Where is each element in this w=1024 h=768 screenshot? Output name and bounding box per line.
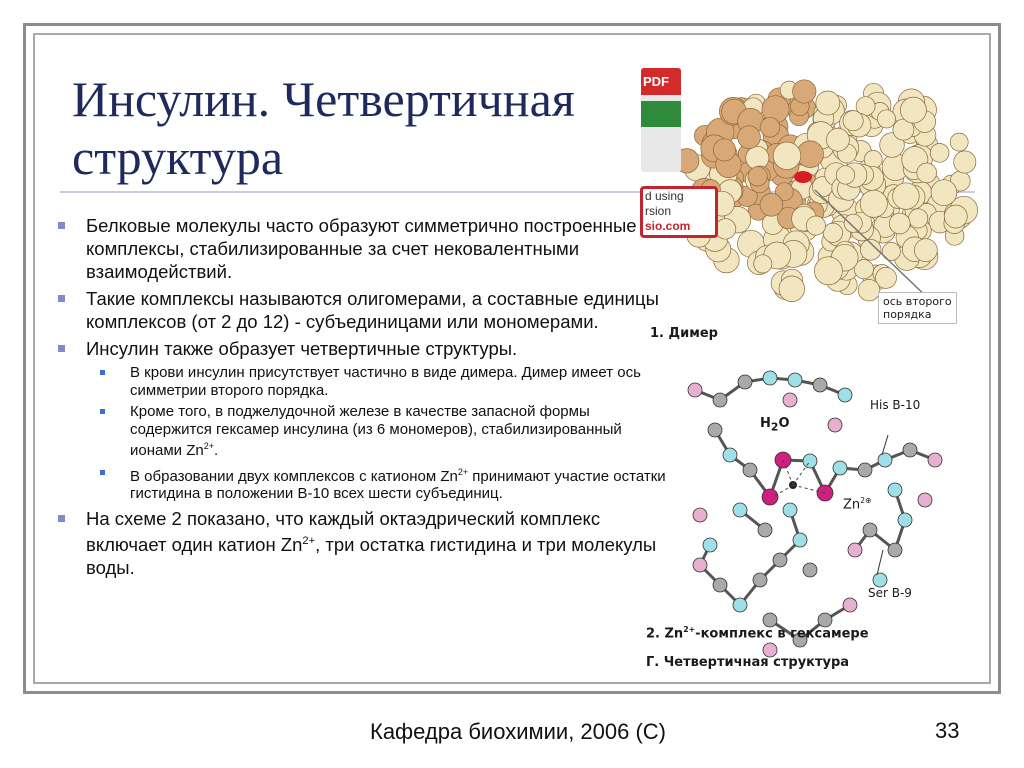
watermark-line: sio.com [645,219,691,233]
zn-text: Zn [843,497,861,513]
sub-bullet-text: Кроме того, в поджелудочной железе в качестве запасной формы содержится гексамер инсулина (из 6 мономеров), стабилизированный ионами Zn [130,403,622,459]
axis-label [878,292,957,324]
dimer-atom-sphere [843,111,863,131]
watermark-badge [640,186,718,238]
dimer-atom-sphere [914,239,937,262]
bullet-list [50,214,670,583]
dimer-atom-sphere [713,139,735,161]
dimer-atom-sphere [779,276,805,302]
complex-caption-text: 2. Zn [646,626,684,642]
dimer-atom-sphere [877,110,895,128]
zn-label [843,496,872,512]
dimer-atom-sphere [917,163,937,183]
atom [828,418,842,432]
complex-caption-text-end: -комплекс в гексамере [695,626,869,642]
atom [803,563,817,577]
atom [762,489,778,505]
dimer-atom-sphere [816,91,840,115]
atom [878,453,892,467]
superscript: 2+ [203,441,214,451]
atom [873,573,887,587]
h2o-label [760,416,790,434]
atom [763,371,777,385]
atom [898,513,912,527]
atom [713,393,727,407]
atom [783,393,797,407]
pdf-icon-label: PDF [641,68,681,95]
atom [843,598,857,612]
dimer-atom-sphere [844,214,862,232]
pdf-icon [641,68,681,172]
dimer-atom-sphere [954,151,976,173]
atom [858,463,872,477]
sub-bullet-text-end: . [213,442,219,459]
bullet-item: Белковые молекулы часто образуют симметрично построенные комплексы, стабилизированные за счет нековалентными взаимодействий. [50,214,670,283]
superscript: 2+ [457,466,469,477]
atom [803,454,817,468]
atom [903,443,917,457]
ser-label: Ser B-9 [868,586,912,600]
dimer-atom-sphere [773,142,801,170]
dimer-atom-sphere [900,97,926,123]
dimer-atom-sphere [748,167,767,186]
bullet-item: Инсулин также образует четвертичные структуры. [50,337,670,360]
atom [833,461,847,475]
atom [713,578,727,592]
atom [723,448,737,462]
atom [738,375,752,389]
watermark-line: d using [645,189,684,203]
atom [708,423,722,437]
sub-bullet-item [50,464,670,503]
sub-bullet-text-end: принимают участие остатки гистидина в положении В-10 всех шести субъединиц. [130,467,666,502]
his-label: His B-10 [870,398,921,412]
atom [793,533,807,547]
zn-charge: 2⊕ [860,496,872,505]
atom [753,573,767,587]
atom [813,378,827,392]
dimer-atom-sphere [893,183,920,210]
insulin-figure [640,60,980,680]
atom [693,508,707,522]
dimer-atom-sphere [836,166,854,184]
zn-complex-bonds [695,378,935,640]
slide-title: Инсулин. Четвертичная структура [72,71,575,185]
atom [848,543,862,557]
dimer-atom-sphere [826,128,849,151]
atom [918,493,932,507]
bullet-item: Такие комплексы называются олигомерами, а составные единицы комплексов (от 2 до 12) - субъединицами или мономерами. [50,287,670,333]
dimer-atom-sphere [760,117,780,137]
dimer-atom-sphere [909,209,928,228]
dimer-atom-sphere [860,190,887,217]
atom [863,523,877,537]
complex-caption [646,625,869,641]
dimer-atom-sphere [814,257,842,285]
atom [773,553,787,567]
atom [733,503,747,517]
dimer-atom-sphere [889,213,910,234]
superscript: 2+ [302,534,316,547]
dimer-atom-sphere [930,144,949,163]
dimer-atom-sphere [944,205,967,228]
axis-label-line: ось второго [883,295,952,308]
dimer-atom-sphere [754,255,772,273]
h2o-o: O [778,416,790,431]
atom [888,483,902,497]
bullet-text: На схеме 2 показано, что каждый октаэдрический комплекс включает один катион Zn [86,507,601,555]
sub-bullet-item: В крови инсулин присутствует частично в виде димера. Димер имеет ось симметрии второго порядка. [50,364,670,399]
atom [743,463,757,477]
atom [703,538,717,552]
sub-bullet-item [50,403,670,460]
atom [688,383,702,397]
page-number: 33 [935,718,960,743]
dimer-caption: 1. Димер [650,326,718,341]
dimer-atom-sphere [760,193,783,216]
ser-label-pointer [877,550,883,575]
atom [693,558,707,572]
zn-complex-atoms [688,371,942,657]
h2o-sub: 2 [770,420,779,434]
dimer-atom-sphere [793,80,816,103]
dimer-atom-sphere [858,279,880,301]
excel-icon [641,101,681,127]
atom [888,543,902,557]
atom [758,523,772,537]
footer-department: Кафедра биохимии, 2006 (С) [370,719,667,744]
dimer-atom-sphere [806,216,825,235]
atom [838,388,852,402]
bullet-text-end: , три остатка гистидина и три молекулы воды. [86,533,657,578]
atom [783,503,797,517]
atom [928,453,942,467]
quaternary-caption: Г. Четвертичная структура [646,655,850,670]
dimer-atom-sphere [715,219,736,240]
dimer-atom-sphere [823,223,842,242]
complex-caption-charge: 2+ [683,625,696,634]
dimer-atom-sphere [738,126,761,149]
dimer-axis-marker [794,171,812,183]
bullet-item [50,507,670,579]
dimer-atom-sphere [931,180,957,206]
sub-bullet-text: В образовании двух комплексов с катионом Zn [130,467,458,485]
h2o-h: H [760,416,771,431]
axis-label-line: порядка [883,308,932,321]
dimer-atom-sphere [950,133,968,151]
atom [733,598,747,612]
atom [788,373,802,387]
dimer-atom-sphere [746,146,769,169]
his-label-pointer [882,435,888,455]
watermark-line: rsion [645,204,672,218]
